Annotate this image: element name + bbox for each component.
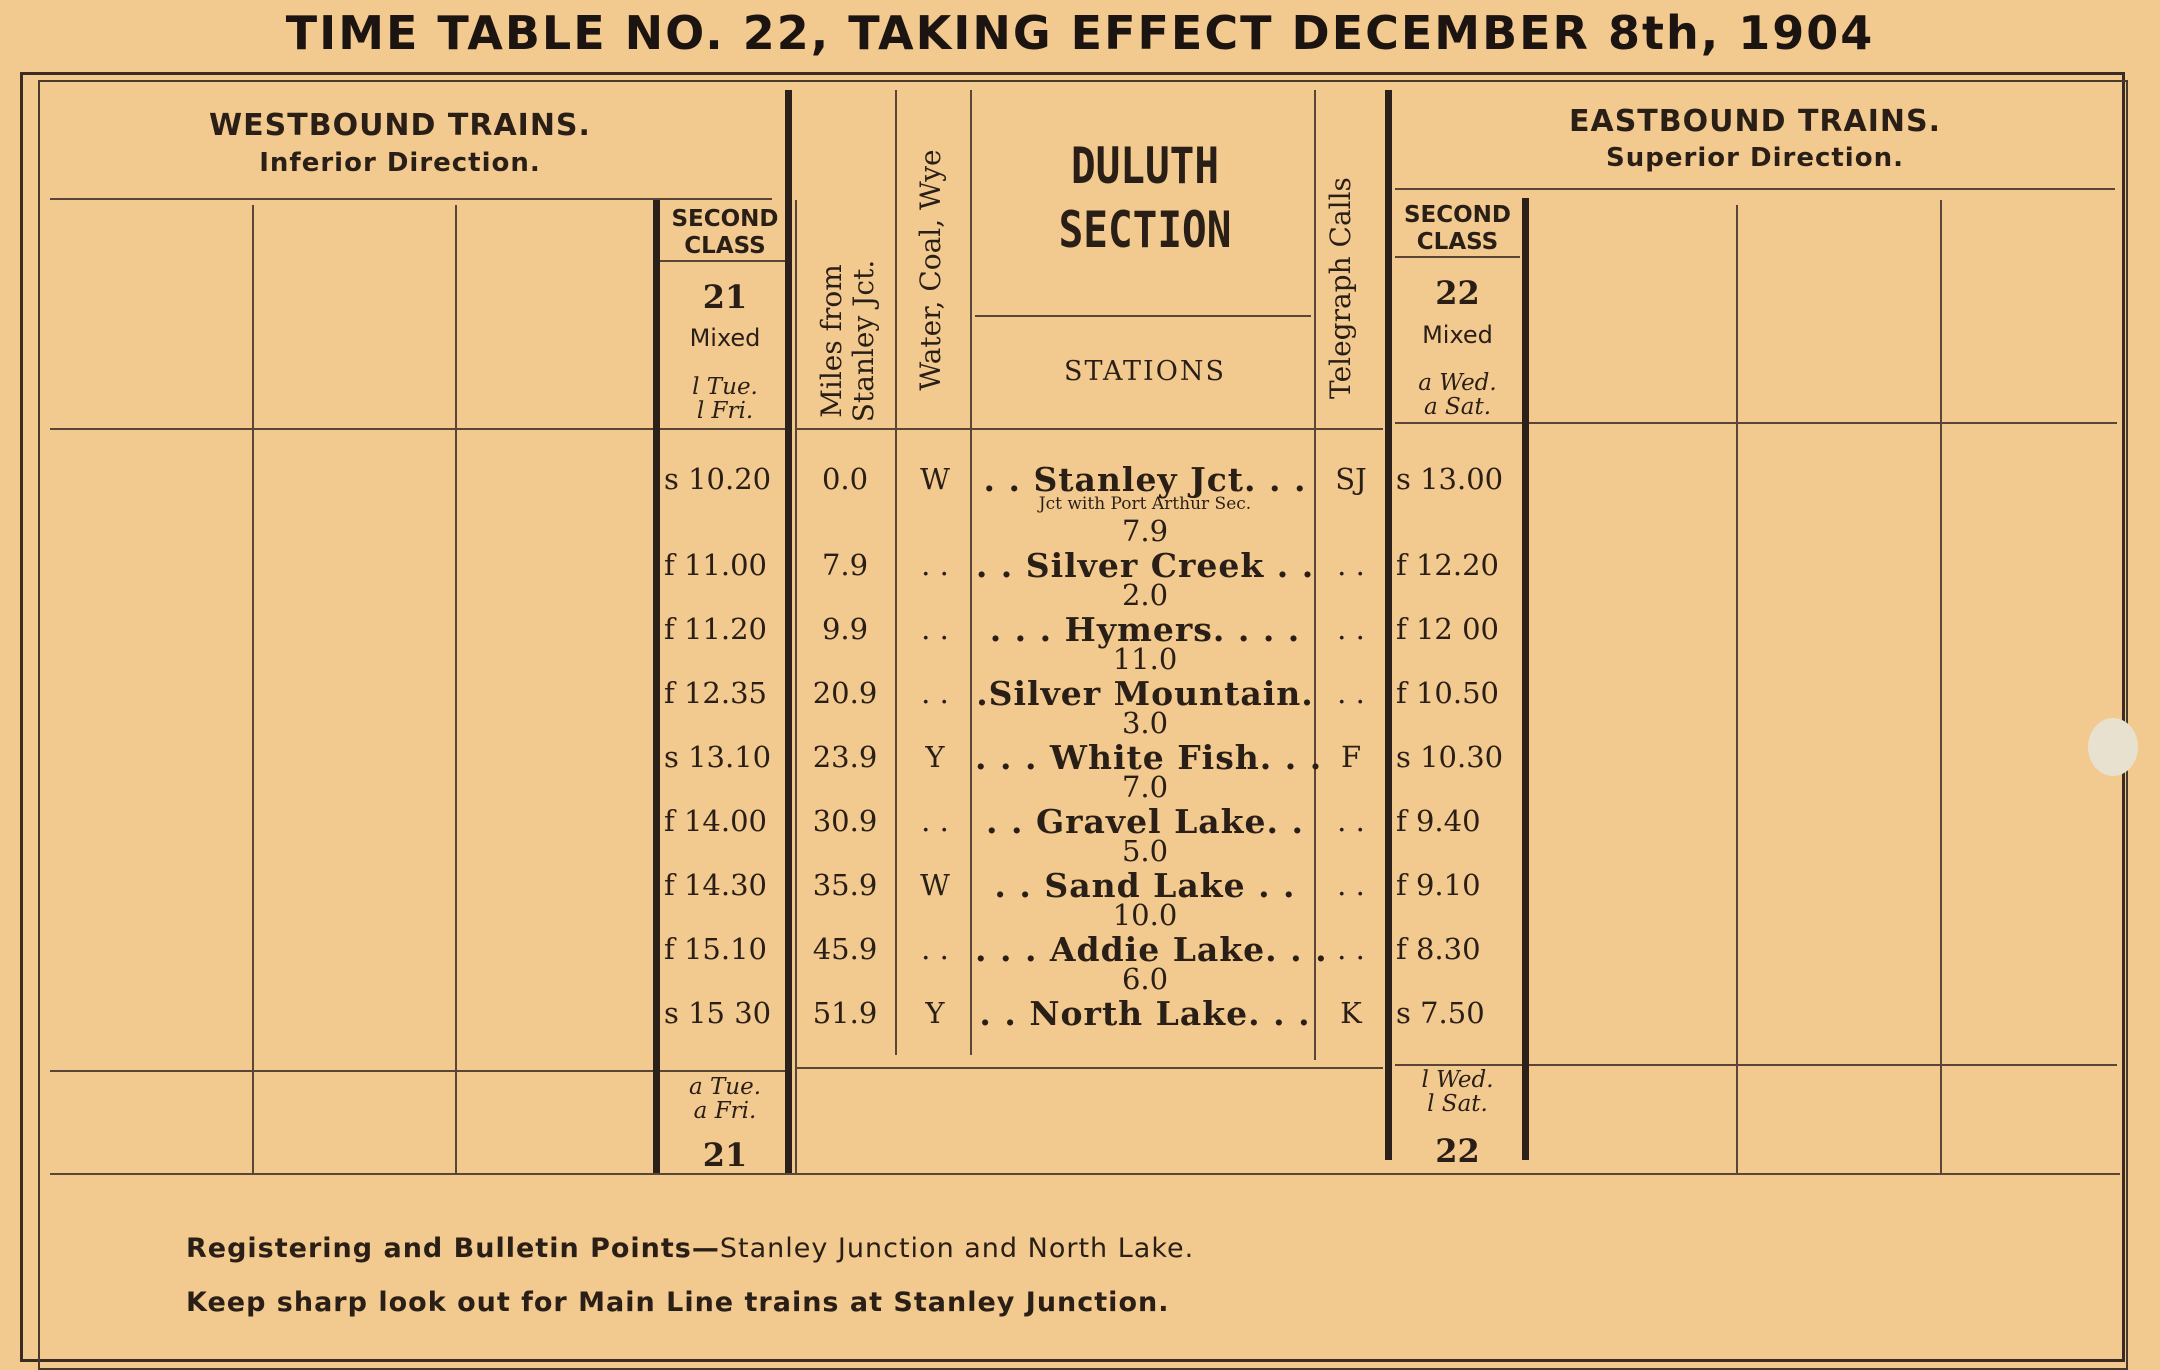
telegraph-call: . . [1337,868,1365,902]
wb-class-rule [660,260,785,262]
westbound-subheading: Inferior Direction. [259,148,541,178]
miles-value: 23.9 [812,740,878,774]
eb-train-number: 22 [1435,274,1480,312]
station-name: . . . Addie Lake. . . [975,930,1328,969]
eb-train-col-right-rule [1522,198,1529,1160]
telegraph-call: . . [1337,612,1365,646]
distance-between-stations: 11.0 [1112,642,1178,676]
eastbound-time: s 13.00 [1396,462,1504,496]
telegraph-calls-header: Telegraph Calls [1324,177,1357,399]
footer-rule [50,1173,2120,1175]
westbound-time: f 14.30 [664,868,767,902]
distance-between-stations: 7.0 [1121,770,1169,804]
station-name: . . Gravel Lake. . [985,802,1304,841]
miles-column-header: Miles from Stanley Jct. [815,259,880,423]
westbound-column-header-rule [50,428,790,430]
punch-hole [2088,718,2138,776]
water-coal-wye-value: W [920,868,950,902]
wb-train-number: 21 [702,278,748,316]
eb-class-rule [1395,256,1520,258]
eastbound-time: s 7.50 [1396,996,1485,1030]
miles-value: 9.9 [821,612,869,646]
water-coal-wye-value: . . [921,804,949,838]
eastbound-header-rule [1395,188,2115,190]
miles-value: 30.9 [812,804,878,838]
main-line-warning: Keep sharp look out for Main Line trains at Stanley Junction. [186,1287,1170,1318]
distance-between-stations: 6.0 [1121,962,1169,996]
eb-blank-col-divider [1940,200,1942,1173]
water-coal-wye-value: Y [925,996,945,1030]
station-name: . . Sand Lake . . [994,866,1296,905]
section-stations-rule [975,315,1311,317]
eastbound-time: f 9.10 [1396,868,1481,902]
station-name: . . . White Fish. . . [975,738,1323,777]
westbound-heading: WESTBOUND TRAINS. [209,108,591,143]
wb-train-number-bottom: 21 [702,1136,748,1174]
distance-between-stations: 5.0 [1121,834,1169,868]
telegraph-call: F [1340,740,1362,774]
eastbound-time: f 9.40 [1396,804,1481,838]
wb-train-type: Mixed [689,324,761,352]
eb-class-label: SECOND CLASS [1403,202,1512,255]
telegraph-call: . . [1337,932,1365,966]
miles-value: 0.0 [821,462,869,496]
eastbound-time: f 8.30 [1396,932,1481,966]
westbound-time: f 11.20 [664,612,767,646]
wb-days-arrive: a Tue. a Fri. [688,1074,762,1124]
center-bottom-rule [797,1067,1383,1069]
center-column-header-rule [797,428,1383,430]
distance-between-stations: 10.0 [1112,898,1178,932]
water-coal-wye-value: . . [921,676,949,710]
junction-note: Jct with Port Arthur Sec. [1038,494,1252,514]
eastbound-subheading: Superior Direction. [1606,143,1904,173]
station-name: . . North Lake. . . [979,994,1311,1033]
eastbound-heading: EASTBOUND TRAINS. [1568,104,1942,139]
westbound-time: s 13.10 [664,740,772,774]
westbound-time: f 11.00 [664,548,767,582]
wb-blank-col-divider [252,205,254,1173]
eastbound-time: f 12.20 [1396,548,1499,582]
miles-value: 51.9 [812,996,878,1030]
water-coal-wye-value: W [920,462,950,496]
westbound-time: f 15.10 [664,932,767,966]
wb-class-label: SECOND CLASS [671,206,779,259]
miles-value: 45.9 [812,932,878,966]
eastbound-bottom-rule [1395,1064,2117,1066]
telegraph-call: K [1340,996,1362,1030]
telegraph-call: . . [1337,548,1365,582]
eb-days-leave: l Wed. l Sat. [1421,1067,1494,1117]
distance-between-stations: 7.9 [1121,514,1169,548]
water-coal-wye-value: . . [921,932,949,966]
stations-header: STATIONS [1064,356,1226,387]
water-coal-wye-header: Water, Coal, Wye [914,149,947,391]
section-title: DULUTH SECTION [1058,137,1232,259]
miles-value: 35.9 [812,868,878,902]
distance-between-stations: 3.0 [1121,706,1169,740]
miles-col-divider [895,90,897,1055]
water-coal-wye-value: . . [921,548,949,582]
eastbound-time: s 10.30 [1396,740,1504,774]
telegraph-call: SJ [1335,462,1367,496]
westbound-header-rule [50,198,772,200]
station-name: . . Stanley Jct. . . [983,460,1307,499]
telegraph-call: . . [1337,804,1365,838]
wb-train-col-right-rule [795,200,797,1173]
westbound-time: s 15 30 [664,996,772,1030]
westbound-bottom-rule [50,1070,790,1072]
station-name: . . Silver Creek . . [975,546,1315,585]
wb-days-leave: l Tue. l Fri. [692,374,758,424]
water-coal-wye-value: . . [921,612,949,646]
water-col-divider [970,90,972,1055]
wb-train-col-left-rule [653,200,660,1173]
eb-days-arrive: a Wed. a Sat. [1418,370,1497,420]
timetable-title: TIME TABLE NO. 22, TAKING EFFECT DECEMBER 8th, 1904 [285,6,1875,60]
miles-value: 20.9 [812,676,878,710]
westbound-time: s 10.20 [664,462,772,496]
miles-value: 7.9 [821,548,869,582]
water-coal-wye-value: Y [925,740,945,774]
eastbound-column-header-rule [1395,422,2117,424]
station-name: .Silver Mountain. [976,674,1314,713]
telegraph-call: . . [1337,676,1365,710]
eastbound-time: f 10.50 [1396,676,1499,710]
eastbound-time: f 12 00 [1396,612,1499,646]
distance-between-stations: 2.0 [1121,578,1169,612]
westbound-time: f 12.35 [664,676,767,710]
eb-blank-col-divider [1736,205,1738,1173]
wb-blank-col-divider [455,205,457,1173]
westbound-time: f 14.00 [664,804,767,838]
eb-thick-divider [1385,90,1392,1160]
station-name: . . . Hymers. . . . [989,610,1301,649]
eb-train-number-bottom: 22 [1435,1132,1480,1170]
eb-train-type: Mixed [1422,321,1493,349]
registering-points-note: Registering and Bulletin Points—Stanley Junction and North Lake. [186,1233,1195,1264]
